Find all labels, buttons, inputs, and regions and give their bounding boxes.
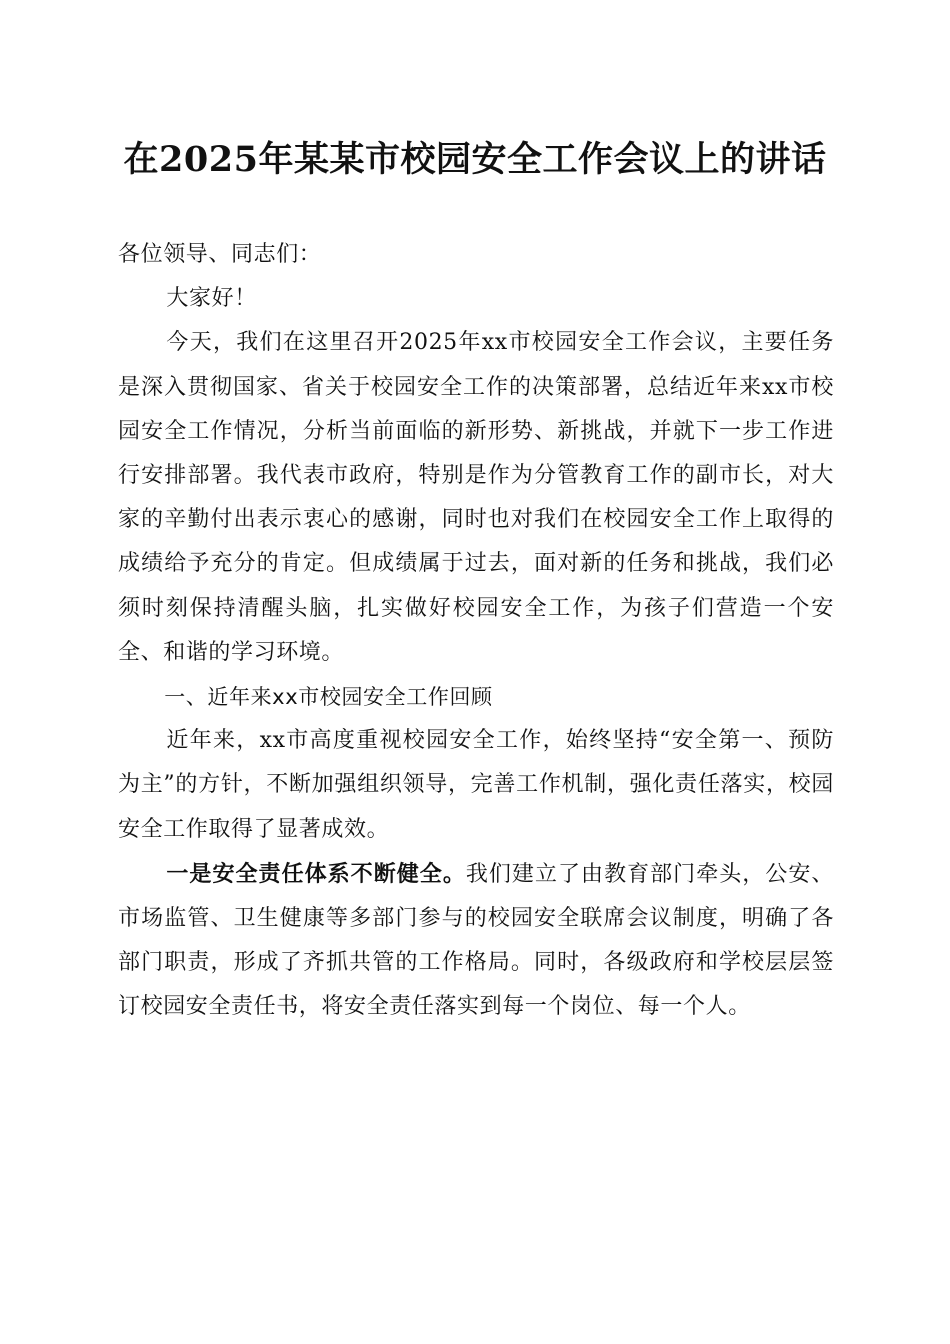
intro-paragraph: 今天，我们在这里召开2025年xx市校园安全工作会议，主要任务是深入贯彻国家、省关于校园安全工作的决策部署，总结近年来xx市校园安全工作情况，分析当前面临的新形势、新挑战，并就下一步工作进行安排部署。我代表市政府，特别是作为分管教育工作的副市长，对大家的辛勤付出表示衷心的感谢，同时也对我们在校园安全工作上取得的成绩给予充分的肯定。但成绩属于过去，面对新的任务和挑战，我们必须时刻保持清醒头脑，扎实做好校园安全工作，为孩子们营造一个安全、和谐的学习环境。 — [118, 330, 834, 665]
point-paragraph — [118, 852, 834, 1030]
section-heading: 一、近年来xx市校园安全工作回顾 — [164, 685, 493, 710]
salutation: 各位领导、同志们： — [118, 242, 322, 267]
document-title: 在2025年某某市校园安全工作会议上的讲话 — [123, 139, 827, 180]
document-body — [118, 233, 834, 1030]
greeting: 大家好！ — [166, 286, 257, 312]
point-body: 我们建立了由教育部门牵头，公安、市场监管、卫生健康等多部门参与的校园安全联席会议制度，明确了各部门职责，形成了齐抓共管的工作格局。同时，各级政府和学校层层签订校园安全责任书，将安全责任落实到每一个岗位、每一个人。 — [118, 861, 834, 1020]
section-intro-paragraph: 近年来，xx市高度重视校园安全工作，始终坚持“安全第一、预防为主”的方针，不断加强组织领导，完善工作机制，强化责任落实，校园安全工作取得了显著成效。 — [118, 728, 834, 842]
point-lead: 一是安全责任体系不断健全。 — [166, 860, 466, 887]
